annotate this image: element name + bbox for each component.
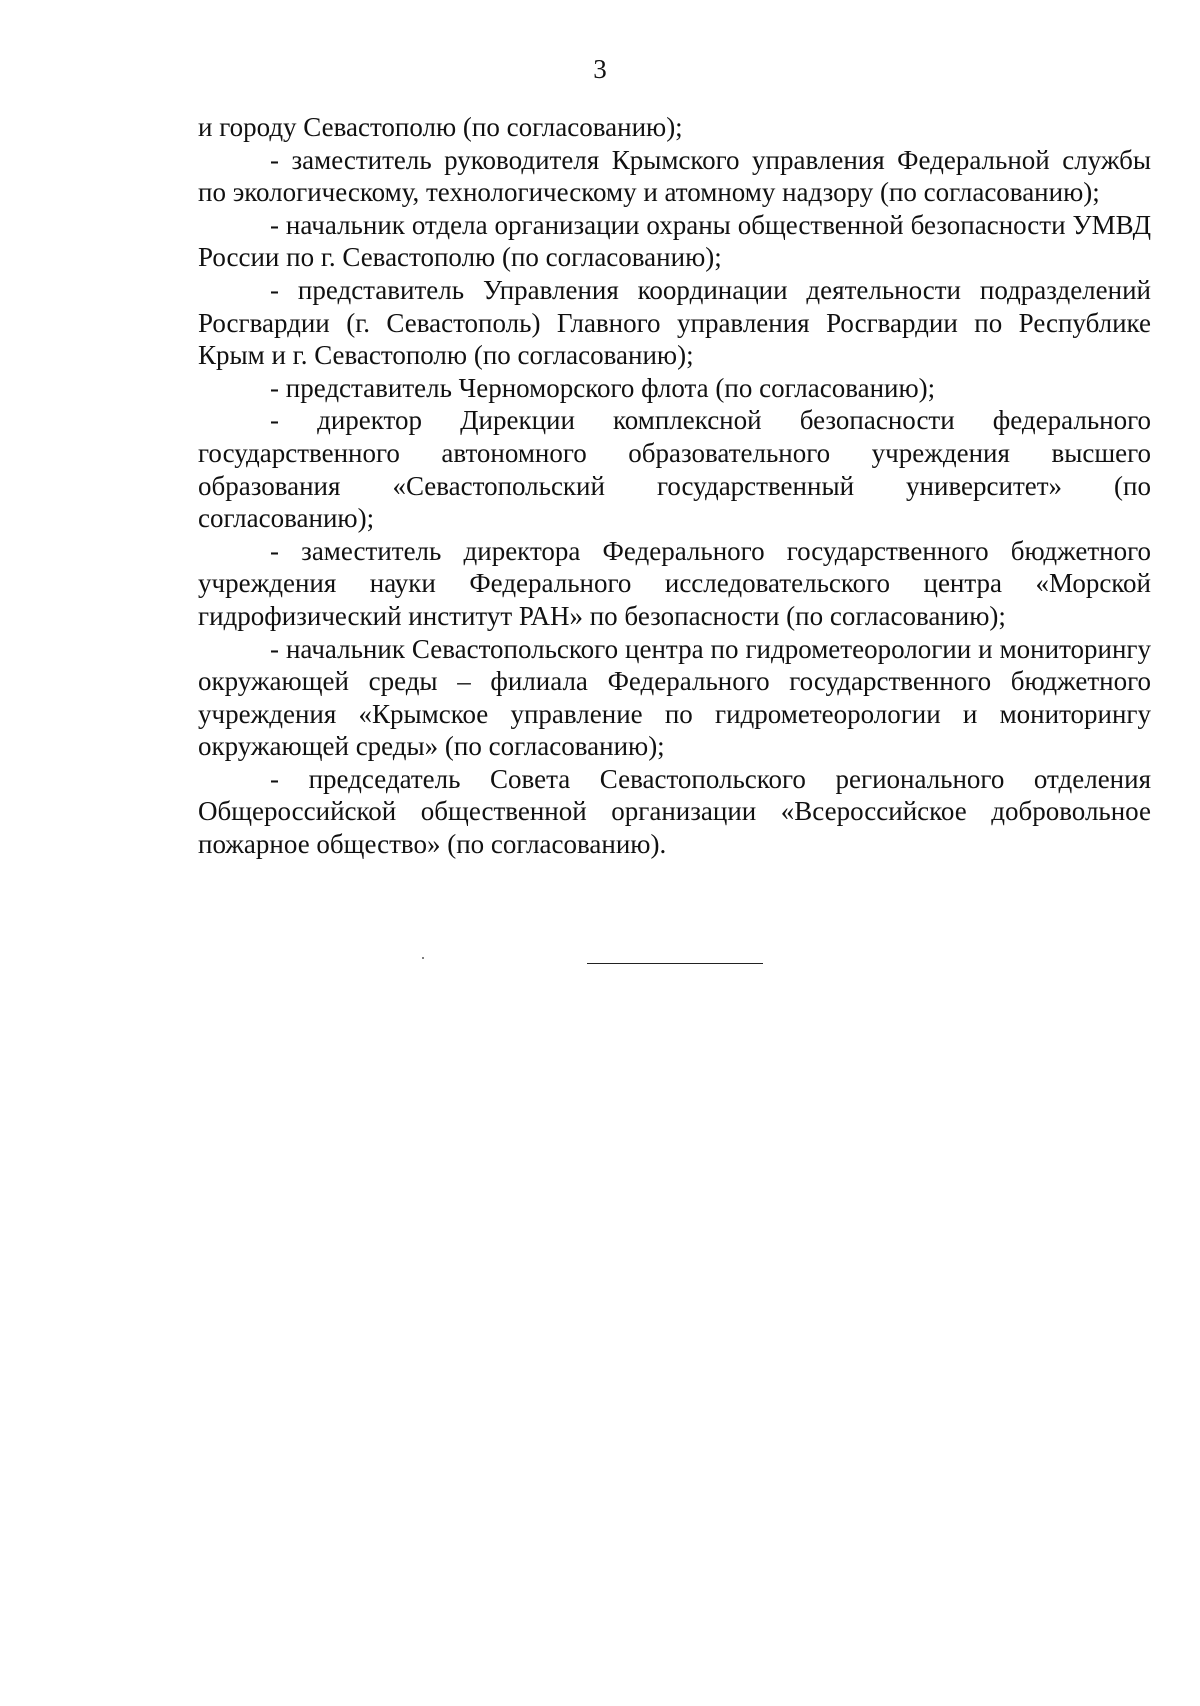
end-of-list-rule	[587, 963, 763, 964]
list-item: - председатель Совета Севастопольского регионального отделения Общероссийской общественной организации «Всероссийское добровольное пожарное общество» (по согласованию).	[198, 763, 1151, 860]
list-item: - директор Дирекции комплексной безопасности федерального государственного автономного образовательного учреждения высшего образования «Севастопольский государственный университет» (по согласованию);	[198, 405, 1151, 534]
paragraph-continuation: и городу Севастополю (по согласованию);	[198, 112, 683, 142]
list-item: - начальник Севастопольского центра по гидрометеорологии и мониторингу окружающей среды – филиала Федерального государственного бюджетного учреждения «Крымское управление по гидрометеорологии и мониторингу окружающей среды» (по согласованию);	[198, 633, 1151, 762]
list-item: - заместитель руководителя Крымского управления Федеральной службы по экологическому, технологическому и атомному надзору (по согласованию);	[198, 144, 1151, 208]
document-body	[198, 111, 1151, 861]
list-item: - начальник отдела организации охраны общественной безопасности УМВД России по г. Севастополю (по согласованию);	[198, 209, 1151, 273]
list-item: - представитель Черноморского флота (по согласованию);	[270, 372, 936, 403]
list-item: - представитель Управления координации деятельности подразделений Росгвардии (г. Севастополь) Главного управления Росгвардии по Республике Крым и г. Севастополю (по согласованию);	[198, 274, 1151, 371]
list-item: - заместитель директора Федерального государственного бюджетного учреждения науки Федерального исследовательского центра «Морской гидрофизический институт РАН» по безопасности (по согласованию);	[198, 535, 1151, 631]
page-number: 3	[593, 54, 607, 84]
scan-speck	[422, 957, 424, 959]
